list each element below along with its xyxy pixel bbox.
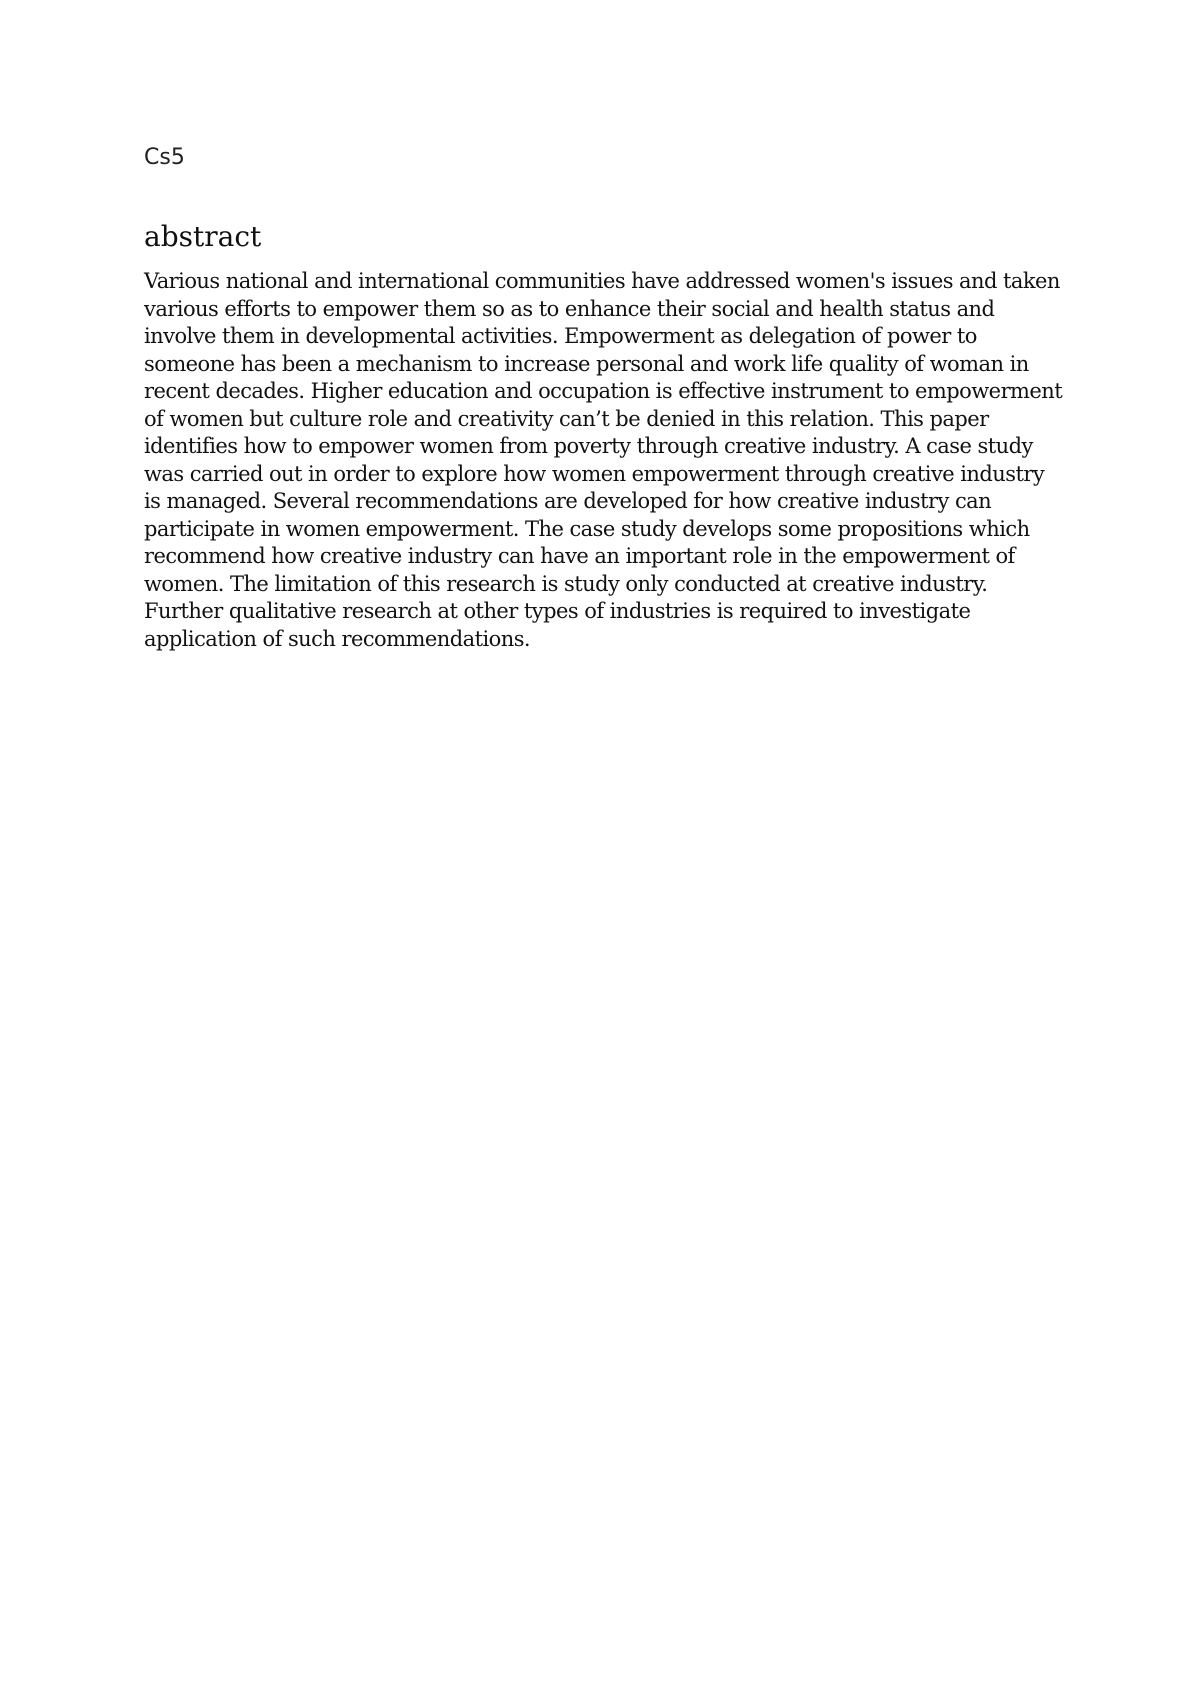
document-id-label: Cs5 [144, 145, 185, 170]
abstract-heading: abstract [144, 220, 262, 253]
abstract-paragraph: Various national and international communities have addressed women's issues and taken various efforts to empower them so as to enhance their social and health status and involve them in developmental activities. Empowerment as delegation of power to someone has been a mechanism to increase personal and work life quality of woman in recent decades. Higher education and occupation is effective instrument to empowerment of women but culture role and creativity can’t be denied in this relation. This paper identifies how to empower women from poverty through creative industry. A case study was carried out in order to explore how women empowerment through creative industry is managed. Several recommendations are developed for how creative industry can participate in women empowerment. The case study develops some propositions which recommend how creative industry can have an important role in the empowerment of women. The limitation of this research is study only conducted at creative industry. Further qualitative research at other types of industries is required to investigate application of such recommendations. [144, 269, 1063, 651]
